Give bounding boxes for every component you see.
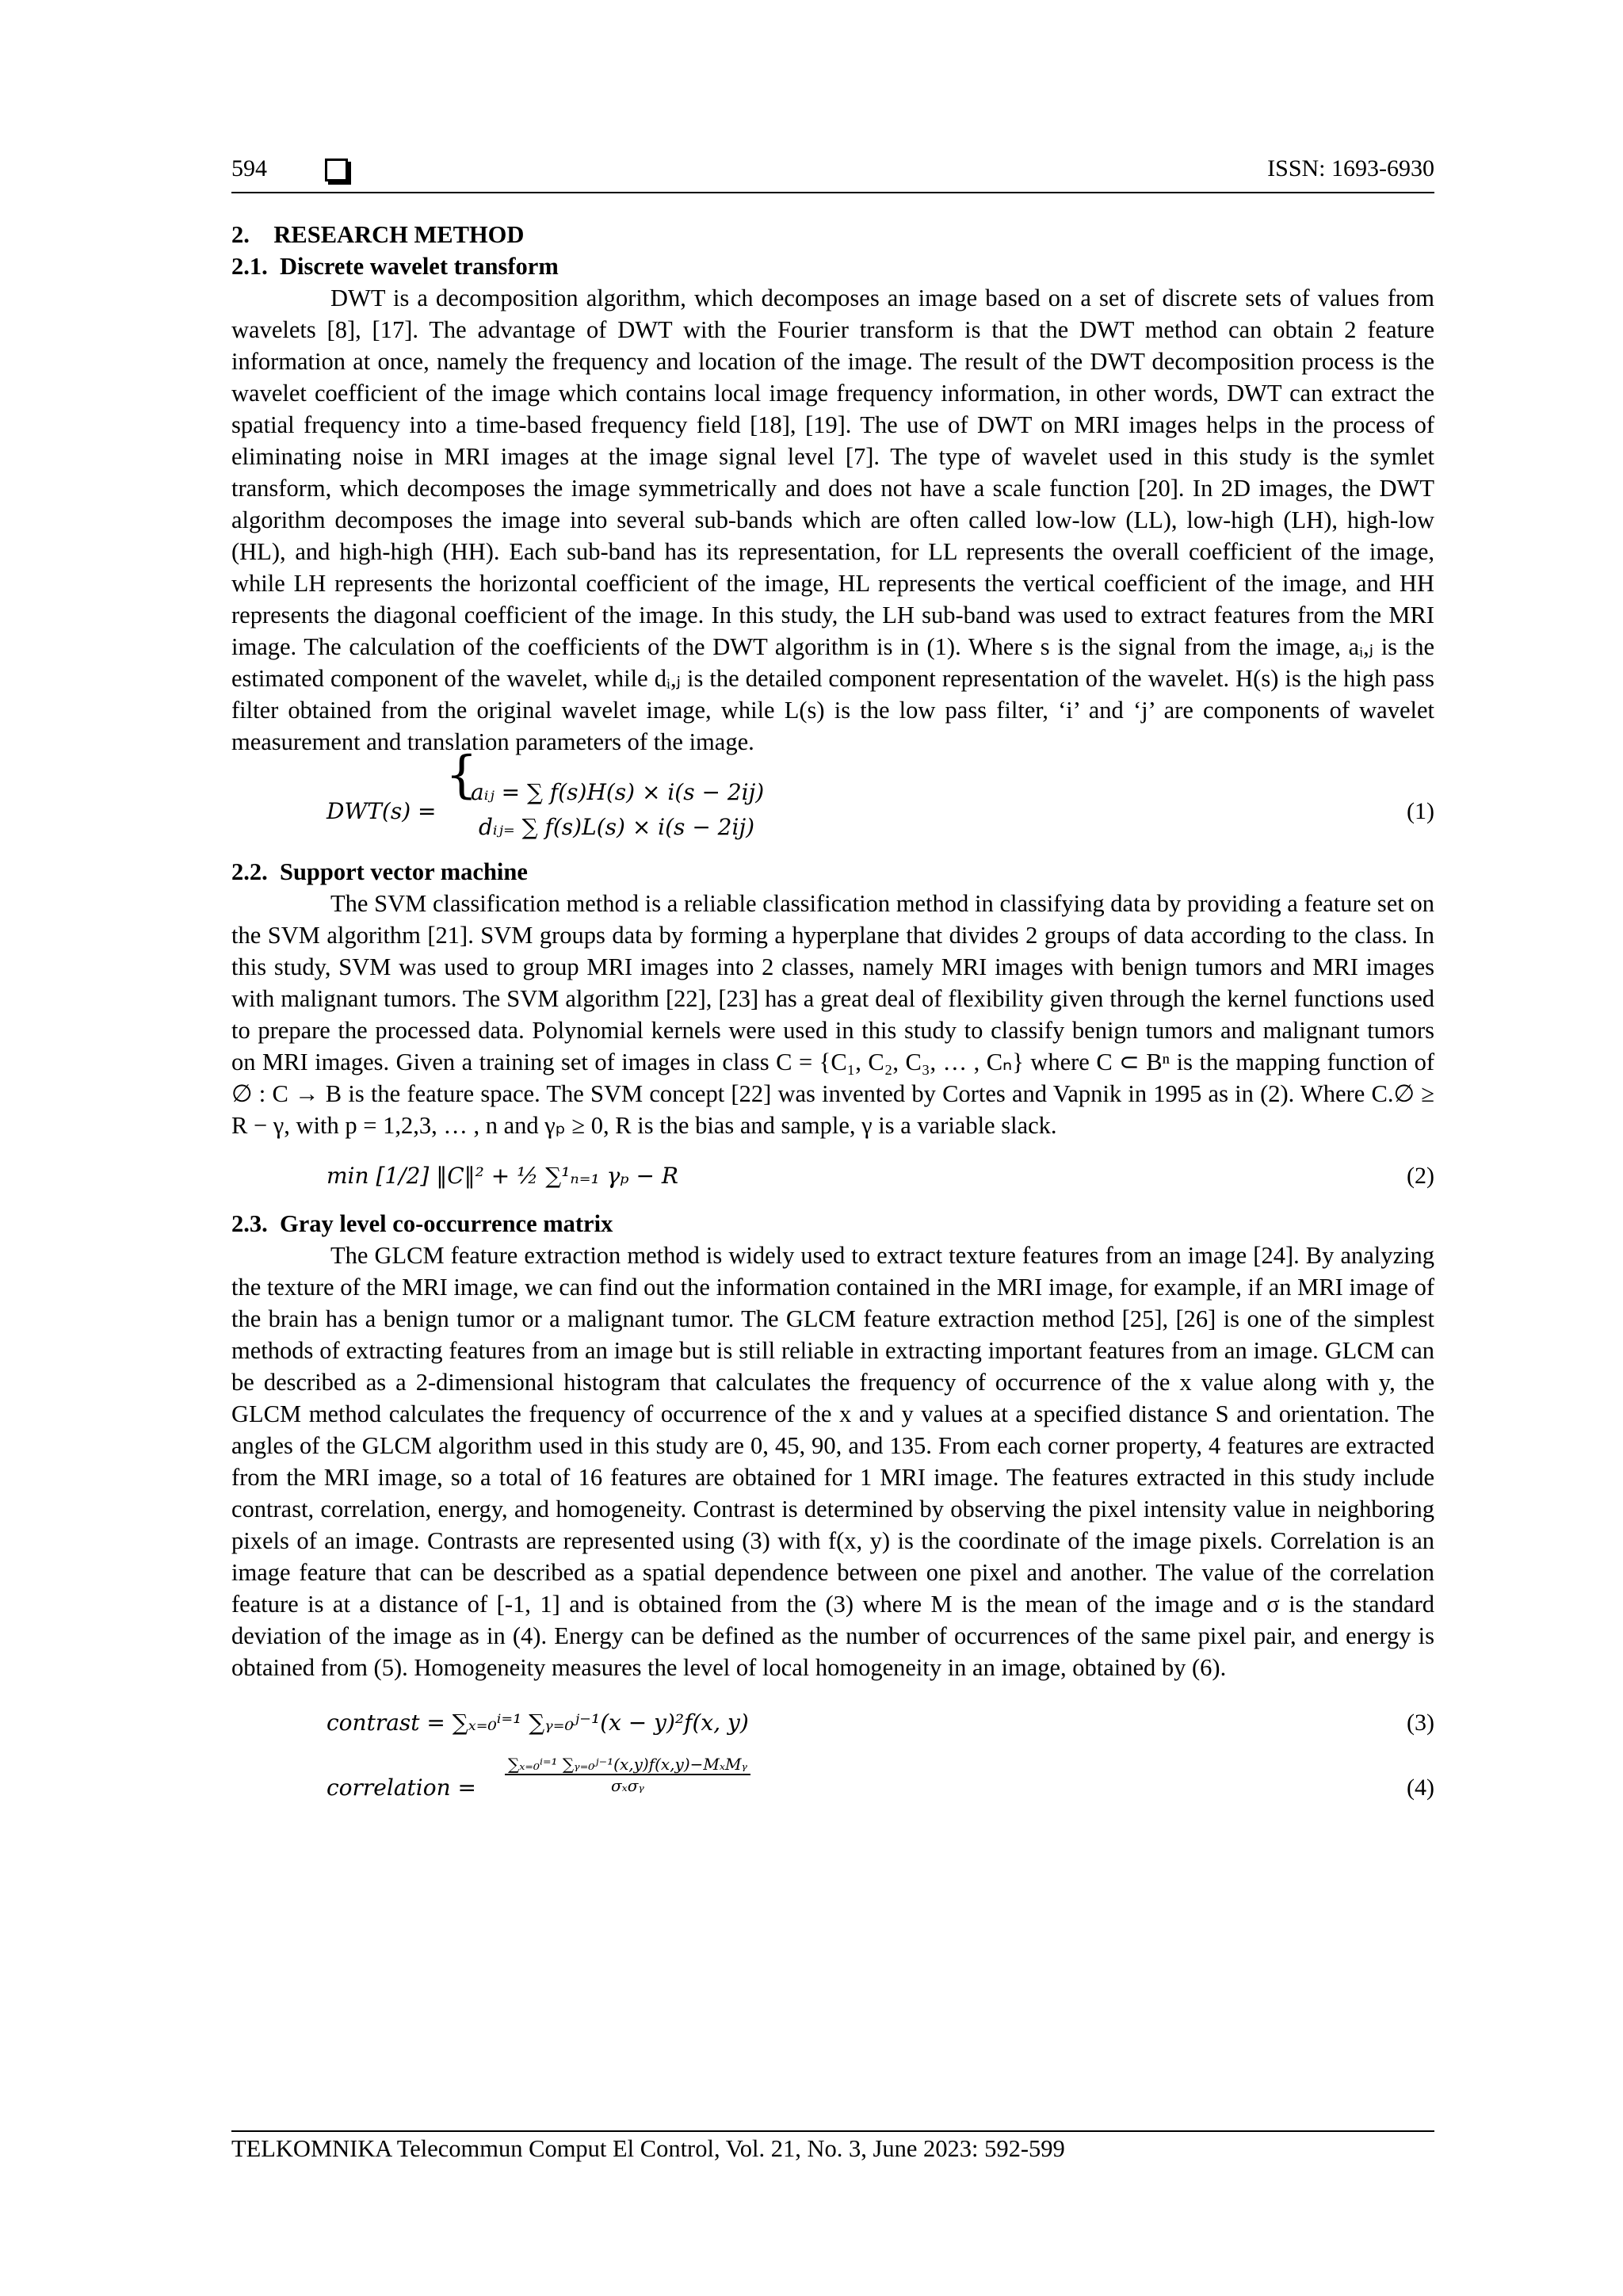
issn-label: ISSN: 1693-6930 [1267,155,1434,181]
eq3-body: contrast = ∑ₓ₌₀ⁱ⁼¹ ∑ᵧ₌₀ʲ⁻¹(x − y)²f(x, y) [327,1710,749,1736]
eq4-fraction [505,1755,750,1796]
equation-2 [231,1149,1434,1200]
equation-3 [231,1693,1434,1745]
eq2-number: (2) [1407,1163,1434,1189]
paragraph-glcm: The GLCM feature extraction method is widely used to extract texture features from an image [24]. By analyzing the texture of the MRI image, we can find out the information contained in the MRI image, for example, if an MRI image of the brain has a benign tumor or a malignant tumor. The GLCM feature extraction method [25], [26] is one of the simplest methods of extracting features from an image but is still reliable in extracting important features from an image. GLCM can be described as a 2-dimensional histogram that calculates the frequency of occurrence of the x value along with y, the GLCM method calculates the frequency of occurrence of the x and y values at a specified distance S and orientation. The angles of the GLCM algorithm used in this study are 0, 45, 90, and 135. From each corner property, 4 features are extracted from the MRI image, so a total of 16 features are obtained for 1 MRI image. The features extracted in this study include contrast, correlation, energy, and homogeneity. Contrast is determined by observing the pixel intensity value in neighboring pixels of an image. Contrasts are represented using (3) with f(x, y) is the coordinate of the image pixels. Correlation is an image feature that can be described as a spatial dependence between one pixel and another. The value of the correlation feature is at a distance of [-1, 1] and is obtained from the (3) where M is the mean of the image and σ is the standard deviation of the image as in (4). Energy can be defined as the number of occurrences of the same pixel pair, and energy is obtained from (5). Homogeneity measures the level of local homogeneity in an image, obtained by (6). [231,1242,1434,1681]
eq3-number: (3) [1407,1710,1434,1736]
eq2-body: min [1/2] ‖C‖² + ½ ∑¹ₙ₌₁ γₚ − R [327,1163,678,1189]
eq1-line1: aᵢⱼ = ∑ f(s)H(s) × i(s − 2ij) [471,779,765,805]
equation-4 [231,1750,1434,1821]
subsection-title-glcm: 2.3. Gray level co-occurrence matrix [231,1210,613,1237]
eq1-number: (1) [1407,798,1434,824]
paragraph-svm: The SVM classification method is a reliable classification method in classifying data by providing a feature set on the SVM algorithm [21]. SVM groups data by forming a hyperplane that divides 2 groups of data according to the class. In this study, SVM was used to group MRI images into 2 classes, namely MRI images with benign tumors and MRI images with malignant tumors. The SVM algorithm [22], [23] has a great deal of flexibility given through the kernel functions used to prepare the processed data. Polynomial kernels were used in this study to classify benign tumors and malignant tumors on MRI images. Given a training set of images in class C = {C₁, C₂, C₃, … , Cₙ} where C ⊂ Bⁿ is the mapping function of ∅ : C → B is the feature space. The SVM concept [22] was invented by Cortes and Vapnik in 1995 as in (2). Where C.∅ ≥ R − γ, with p = 1,2,3, … , n and γₚ ≥ 0, R is the bias and sample, γ is a variable slack. [231,890,1434,1139]
header-rule [231,192,1434,193]
eq1-lhs: DWT(s) = [327,798,437,824]
subsection-title-svm: 2.2. Support vector machine [231,858,528,885]
paragraph-dwt: DWT is a decomposition algorithm, which decomposes an image based on a set of discrete sets of values from wavelets [8], [17]. The advantage of DWT with the Fourier transform is that the DWT method can obtain 2 feature information at once, namely the frequency and location of the image. The result of the DWT decomposition process is the wavelet coefficient of the image which contains local image frequency information, in other words, DWT can extract the spatial frequency into a time-based frequency field [18], [19]. The use of DWT on MRI images helps in the process of eliminating noise in MRI images at the image signal level [7]. The type of wavelet used in this study is the symlet transform, which decomposes the image symmetrically and does not have a scale function [20]. In 2D images, the DWT algorithm decomposes the image into several sub-bands which are often called low-low (LL), low-high (LH), high-low (HL), and high-high (HH). Each sub-band has its representation, for LL represents the overall coefficient of the image, while LH represents the horizontal coefficient of the image, HL represents the vertical coefficient of the image, and HH represents the diagonal coefficient of the image. In this study, the LH sub-band was used to extract features from the MRI image. The calculation of the coefficients of the DWT algorithm is in (1). Where s is the signal from the image, aᵢ,ⱼ is the estimated component of the wavelet, while dᵢ,ⱼ is the detailed component representation of the wavelet. H(s) is the high pass filter obtained from the original wavelet image, while L(s) is the low pass filter, ‘i’ and ‘j’ are components of wavelet measurement and translation parameters of the image. [231,285,1434,755]
eq1-brace: { [445,746,478,804]
eq4-number: (4) [1407,1775,1434,1801]
eq4-lhs: correlation = [327,1775,476,1801]
footer-rule [231,2130,1434,2132]
eq4-denominator: σₓσᵧ [611,1776,644,1795]
article-body [231,219,1434,1821]
eq4-numerator: ∑ₓ₌₀ⁱ⁼¹ ∑ᵧ₌₀ʲ⁻¹(x,y)f(x,y)−MₓMᵧ [505,1755,750,1775]
section-title: 2. RESEARCH METHOD [231,221,525,248]
page-number: 594 [231,155,267,181]
subsection-title-dwt: 2.1. Discrete wavelet transform [231,253,559,280]
page-header [231,155,1434,190]
page-footer: TELKOMNIKA Telecommun Comput El Control, Vol. 21, No. 3, June 2023: 592-599 [231,2135,1065,2162]
checkbox-square-icon [325,159,348,181]
equation-1 [231,746,1434,856]
eq1-line2: dᵢⱼ₌ ∑ f(s)L(s) × i(s − 2ij) [479,814,755,840]
